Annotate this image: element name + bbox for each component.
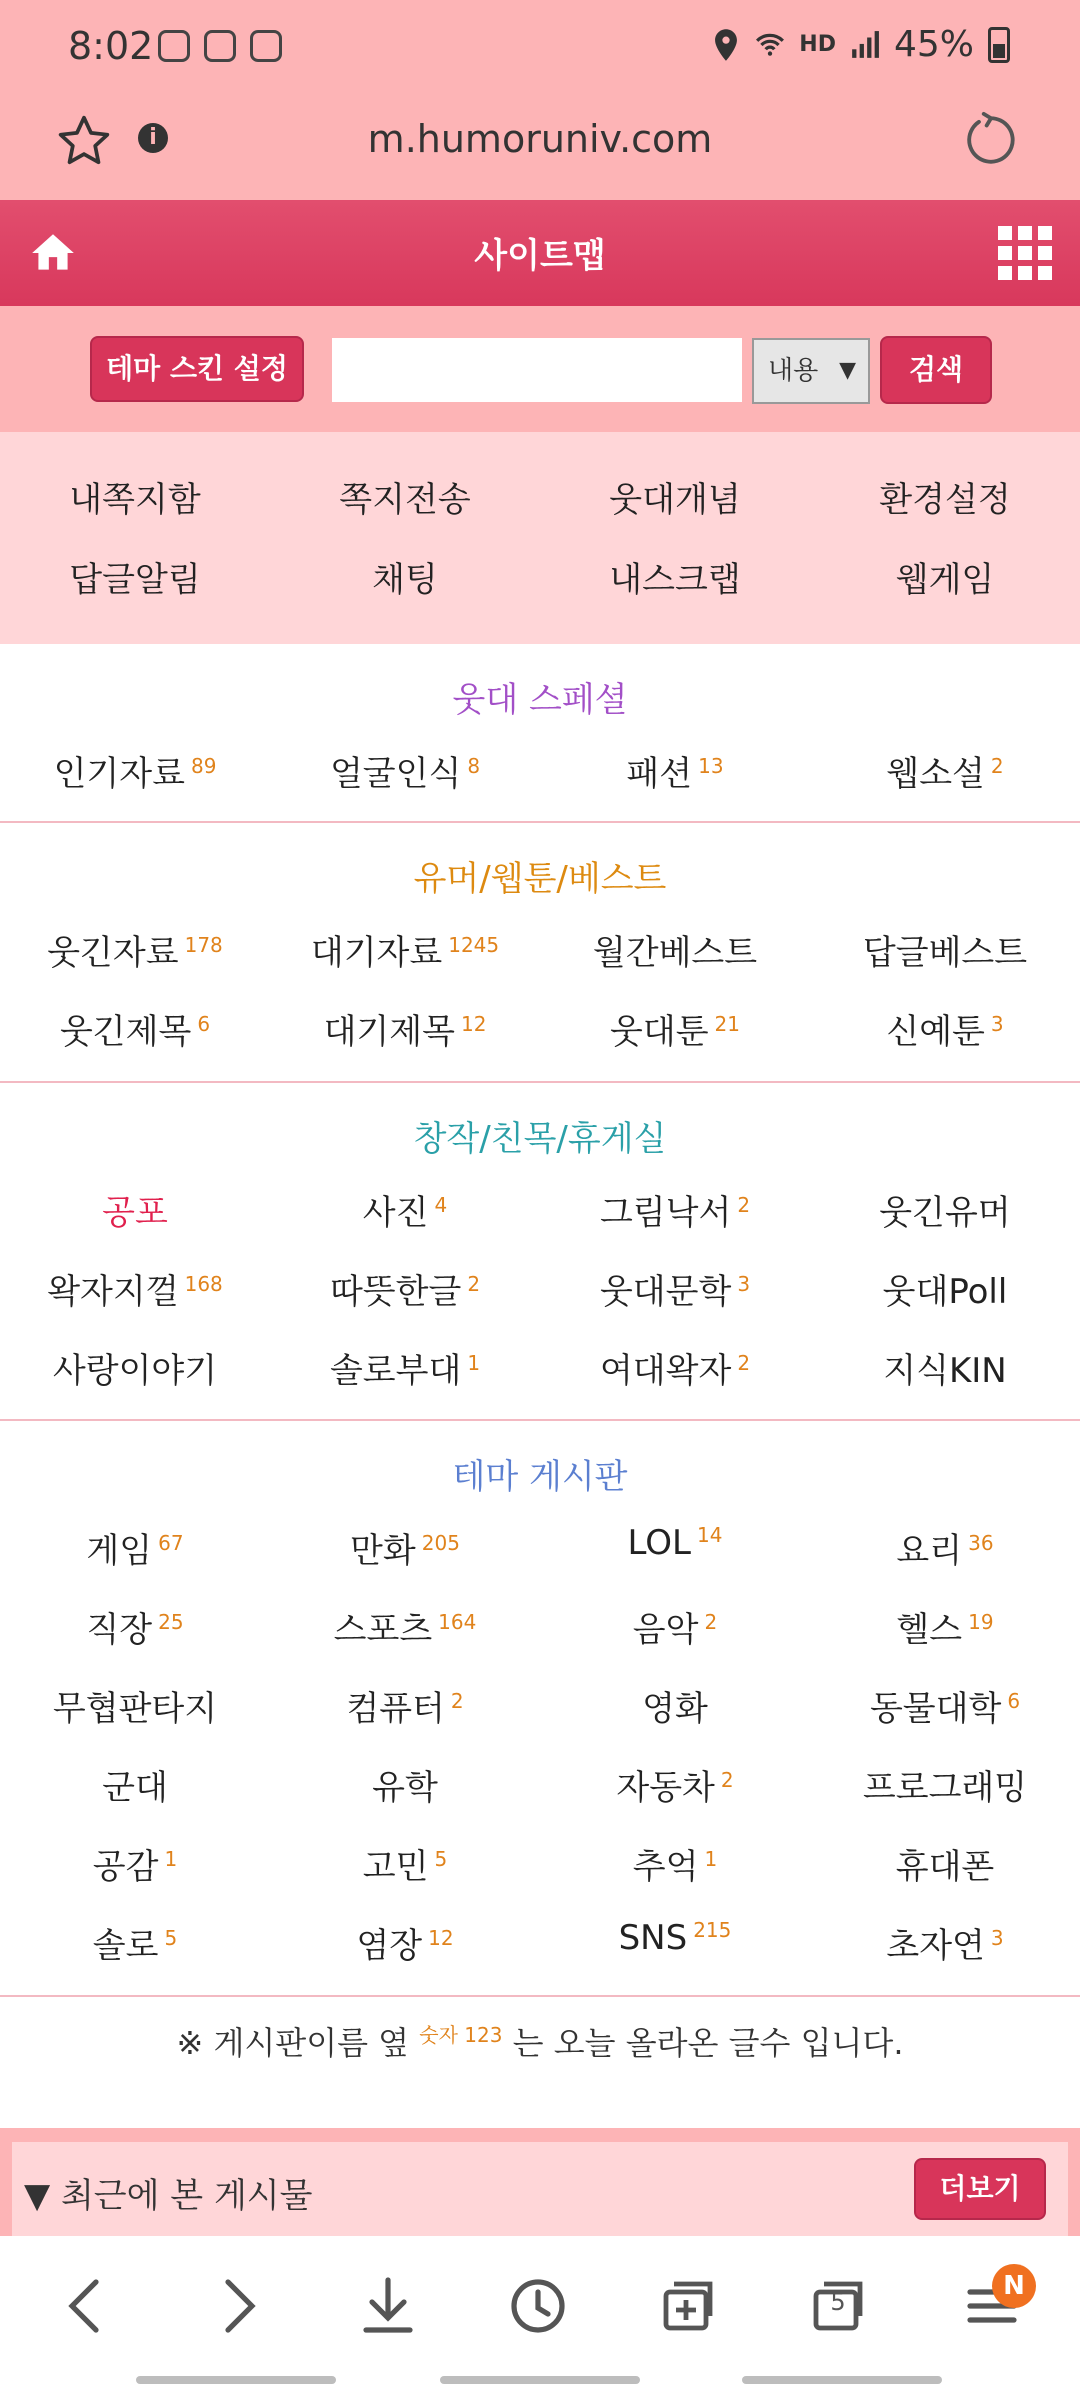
section-title: 테마 게시판 — [452, 1457, 628, 1497]
board-link[interactable] — [540, 925, 810, 974]
today-post-count: 4 — [434, 1193, 448, 1217]
board-link[interactable] — [270, 1839, 540, 1888]
board-link[interactable] — [810, 1185, 1080, 1234]
search-scope-value: 내용 — [768, 356, 819, 386]
chevron-left-icon — [46, 2266, 126, 2346]
reload-icon[interactable] — [962, 111, 1020, 169]
today-post-count: 215 — [693, 1918, 732, 1942]
search-scope-select[interactable] — [752, 338, 870, 404]
board-link[interactable] — [270, 925, 540, 974]
nav-home-handle[interactable] — [440, 2376, 640, 2384]
status-time: 8:02 — [68, 24, 154, 68]
today-post-count: 1 — [704, 1847, 718, 1871]
board-link[interactable] — [0, 1602, 270, 1651]
quick-menu-item[interactable]: 내쪽지함 — [69, 480, 201, 520]
board-name: LOL — [627, 1523, 691, 1563]
board-name: 솔로 — [92, 1926, 159, 1966]
board-link[interactable] — [270, 1681, 540, 1730]
today-post-count: 12 — [460, 1012, 487, 1036]
today-post-count: 14 — [696, 1523, 723, 1547]
board-link[interactable] — [270, 1264, 540, 1313]
site-header — [0, 200, 1080, 306]
board-link[interactable] — [0, 1185, 270, 1234]
board-link[interactable] — [810, 1343, 1080, 1392]
board-name: 추억 — [632, 1847, 699, 1887]
board-name: 군대 — [102, 1768, 168, 1808]
board-link[interactable] — [540, 1004, 810, 1053]
menu-button[interactable] — [952, 2266, 1032, 2346]
status-bar — [0, 0, 1080, 95]
board-link[interactable] — [810, 1523, 1080, 1572]
board-link[interactable] — [270, 1602, 540, 1651]
today-post-count: 168 — [184, 1272, 223, 1296]
battery-icon — [988, 27, 1010, 63]
quick-menu — [0, 432, 1080, 644]
today-post-count: 2 — [737, 1193, 751, 1217]
board-name: 초자연 — [886, 1926, 985, 1966]
browser-chrome — [0, 0, 1080, 200]
more-button[interactable]: 더보기 — [914, 2158, 1046, 2220]
board-link[interactable] — [810, 925, 1080, 974]
today-post-count: 2 — [720, 1768, 734, 1792]
board-name: 공포 — [102, 1193, 168, 1233]
board-name: SNS — [618, 1918, 688, 1958]
board-link[interactable] — [270, 1523, 540, 1572]
site-info-icon[interactable]: i — [138, 123, 168, 153]
today-post-count: 1 — [164, 1847, 178, 1871]
board-name: 답글베스트 — [862, 933, 1028, 973]
board-link[interactable] — [0, 1839, 270, 1888]
board-name: 여대왁자 — [599, 1351, 732, 1391]
today-post-count: 2 — [704, 1610, 718, 1634]
board-name: 사진 — [362, 1193, 429, 1233]
board-name: 동물대학 — [869, 1689, 1002, 1729]
quick-menu-item[interactable]: 내스크랩 — [609, 560, 741, 600]
download-icon — [348, 2266, 428, 2346]
board-name: 지식KIN — [883, 1351, 1007, 1391]
board-link[interactable] — [270, 1185, 540, 1234]
board-name: 그림낙서 — [599, 1193, 732, 1233]
board-name: 대기자료 — [310, 933, 443, 973]
section-title: 유머/웹툰/베스트 — [413, 859, 667, 899]
board-link[interactable] — [0, 1343, 270, 1392]
board-name: 웹소설 — [886, 754, 985, 794]
status-indicators — [711, 24, 1010, 65]
board-name: 얼굴인식 — [329, 754, 462, 794]
board-link[interactable] — [540, 1918, 810, 1958]
board-name: 웃긴유머 — [879, 1193, 1011, 1233]
board-name: 웃대문학 — [599, 1272, 732, 1312]
board-name: 웃긴자료 — [47, 933, 179, 973]
sitemap-section — [0, 644, 1080, 823]
board-link[interactable] — [540, 1343, 810, 1392]
board-link[interactable] — [810, 1602, 1080, 1651]
board-name: 인기자료 — [53, 754, 185, 794]
board-name: 스포츠 — [333, 1610, 433, 1650]
today-post-count: 8 — [467, 754, 481, 778]
search-input[interactable] — [332, 338, 742, 402]
note-prefix: ※ 게시판이름 옆 — [176, 2024, 410, 2062]
board-name: 고민 — [362, 1847, 429, 1887]
board-link[interactable] — [540, 1839, 810, 1888]
board-link[interactable] — [0, 1681, 270, 1730]
recent-posts-header — [12, 2142, 1068, 2236]
sitemap-section — [0, 1083, 1080, 1421]
board-name: 프로그래밍 — [862, 1768, 1028, 1808]
location-icon — [711, 28, 741, 62]
board-name: 신예툰 — [886, 1012, 985, 1052]
board-name: 웃긴제목 — [59, 1012, 192, 1052]
board-name: 웃대툰 — [610, 1012, 709, 1052]
downloads-button[interactable] — [348, 2266, 428, 2346]
today-post-count: 3 — [990, 1012, 1004, 1036]
page-title: 사이트맵 — [474, 236, 606, 276]
board-link[interactable] — [540, 1185, 810, 1234]
today-post-count: 21 — [714, 1012, 740, 1036]
apps-grid-icon[interactable] — [998, 226, 1052, 280]
board-name: 대기제목 — [323, 1012, 455, 1052]
sitemap-section — [0, 823, 1080, 1083]
board-link[interactable] — [0, 1760, 270, 1809]
board-link[interactable] — [270, 1918, 540, 1967]
board-link[interactable] — [810, 1918, 1080, 1967]
board-link[interactable] — [0, 746, 270, 795]
tabs-button[interactable] — [798, 2266, 878, 2346]
nav-recent-apps-handle[interactable] — [136, 2376, 336, 2384]
today-post-count: 2 — [737, 1351, 751, 1375]
quick-menu-item[interactable]: 웃대개념 — [609, 480, 741, 520]
recent-posts-title[interactable]: ▼ 최근에 본 게시물 — [24, 2176, 313, 2216]
today-post-count: 89 — [190, 754, 217, 778]
board-link[interactable] — [270, 1343, 540, 1392]
add-tab-icon — [648, 2266, 728, 2346]
board-link[interactable] — [0, 925, 270, 974]
today-post-count: 25 — [158, 1610, 184, 1634]
app-notification-icon — [158, 30, 190, 62]
board-link[interactable] — [810, 1839, 1080, 1888]
today-post-count: 36 — [968, 1531, 994, 1555]
wifi-icon — [755, 28, 785, 62]
clock-icon — [498, 2266, 578, 2346]
forward-button[interactable] — [198, 2266, 278, 2346]
back-button[interactable] — [46, 2266, 126, 2346]
board-link[interactable] — [540, 1523, 810, 1563]
address-bar — [0, 95, 1080, 200]
note-sample: 숫자 123 — [419, 2023, 503, 2047]
section-title: 웃대 스페셜 — [452, 680, 628, 720]
today-post-count: 164 — [438, 1610, 477, 1634]
quick-menu-item[interactable]: 채팅 — [372, 560, 438, 600]
board-link[interactable] — [810, 746, 1080, 795]
board-link[interactable] — [270, 1760, 540, 1809]
board-link[interactable] — [810, 1681, 1080, 1730]
board-name: 음악 — [632, 1610, 699, 1650]
board-name: 패션 — [626, 754, 693, 794]
theme-skin-button[interactable]: 테마 스킨 설정 — [90, 336, 304, 402]
board-link[interactable] — [540, 1681, 810, 1730]
battery-percent: 45% — [893, 24, 974, 65]
sitemap-section — [0, 1421, 1080, 1997]
today-post-count: 6 — [1007, 1689, 1021, 1713]
board-name: 공감 — [92, 1847, 159, 1887]
today-post-count: 5 — [434, 1847, 448, 1871]
today-post-count: 2 — [990, 754, 1004, 778]
today-post-count: 178 — [184, 933, 223, 957]
board-link[interactable] — [0, 1264, 270, 1313]
board-name: 요리 — [896, 1531, 963, 1571]
today-post-count: 205 — [421, 1531, 460, 1555]
board-name: 염장 — [356, 1926, 423, 1966]
count-note — [0, 2018, 1080, 2064]
board-link[interactable] — [0, 1523, 270, 1572]
board-name: 헬스 — [896, 1610, 963, 1650]
board-name: 따뜻한글 — [329, 1272, 462, 1312]
board-link[interactable] — [540, 746, 810, 795]
board-link[interactable] — [0, 1918, 270, 1967]
board-link[interactable] — [810, 1264, 1080, 1313]
today-post-count: 1 — [467, 1351, 481, 1375]
today-post-count: 67 — [158, 1531, 184, 1555]
note-suffix: 는 오늘 올라온 글수 입니다. — [512, 2024, 904, 2062]
tabs-count: 5 — [830, 2288, 846, 2316]
today-post-count: 3 — [990, 1926, 1004, 1950]
board-link[interactable] — [810, 1760, 1080, 1809]
board-link[interactable] — [270, 1004, 540, 1053]
hearing-icon — [250, 30, 282, 62]
history-button[interactable] — [498, 2266, 578, 2346]
board-name: 왁자지껄 — [47, 1272, 179, 1312]
board-name: 웃대Poll — [882, 1272, 1008, 1312]
board-name: 영화 — [642, 1689, 708, 1729]
notification-icons — [158, 30, 282, 62]
today-post-count: 13 — [698, 754, 724, 778]
section-title: 창작/친목/휴게실 — [413, 1119, 667, 1159]
nav-back-handle[interactable] — [742, 2376, 942, 2384]
quick-menu-item[interactable]: 답글알림 — [69, 560, 201, 600]
quick-menu-item[interactable]: 환경설정 — [879, 480, 1011, 520]
board-name: 유학 — [372, 1768, 438, 1808]
board-link[interactable] — [540, 1264, 810, 1313]
search-button[interactable]: 검색 — [880, 336, 992, 404]
board-link[interactable] — [0, 1004, 270, 1053]
board-name: 컴퓨터 — [346, 1689, 445, 1729]
board-name: 월간베스트 — [592, 933, 758, 973]
board-name: 자동차 — [616, 1768, 715, 1808]
board-link[interactable] — [540, 1602, 810, 1651]
voicemail-icon — [204, 30, 236, 62]
recent-posts-panel — [0, 2128, 1080, 2236]
board-name: 사랑이야기 — [52, 1351, 218, 1391]
board-name: 휴대폰 — [895, 1847, 995, 1887]
hd-voice-label: HD — [799, 32, 836, 57]
dropdown-arrow-icon: ▼ — [839, 358, 856, 383]
quick-menu-item[interactable]: 쪽지전송 — [339, 480, 471, 520]
today-post-count: 2 — [450, 1689, 464, 1713]
url-field[interactable]: m.humoruniv.com — [367, 117, 713, 161]
board-name: 무협판타지 — [52, 1689, 218, 1729]
today-post-count: 2 — [467, 1272, 481, 1296]
today-post-count: 1245 — [448, 933, 500, 957]
board-name: 솔로부대 — [329, 1351, 462, 1391]
board-link[interactable] — [810, 1004, 1080, 1053]
today-post-count: 5 — [164, 1926, 178, 1950]
today-post-count: 19 — [968, 1610, 994, 1634]
today-post-count: 6 — [197, 1012, 211, 1036]
search-row — [0, 306, 1080, 432]
board-link[interactable] — [270, 746, 540, 795]
board-link[interactable] — [540, 1760, 810, 1809]
today-post-count: 12 — [428, 1926, 454, 1950]
notification-badge: N — [992, 2264, 1036, 2308]
board-name: 직장 — [86, 1610, 153, 1650]
board-name: 만화 — [350, 1531, 416, 1571]
today-post-count: 3 — [737, 1272, 751, 1296]
chevron-right-icon — [198, 2266, 278, 2346]
new-tab-button[interactable] — [648, 2266, 728, 2346]
board-name: 게임 — [86, 1531, 153, 1571]
signal-icon — [850, 28, 880, 62]
quick-menu-item[interactable]: 웹게임 — [895, 560, 995, 600]
